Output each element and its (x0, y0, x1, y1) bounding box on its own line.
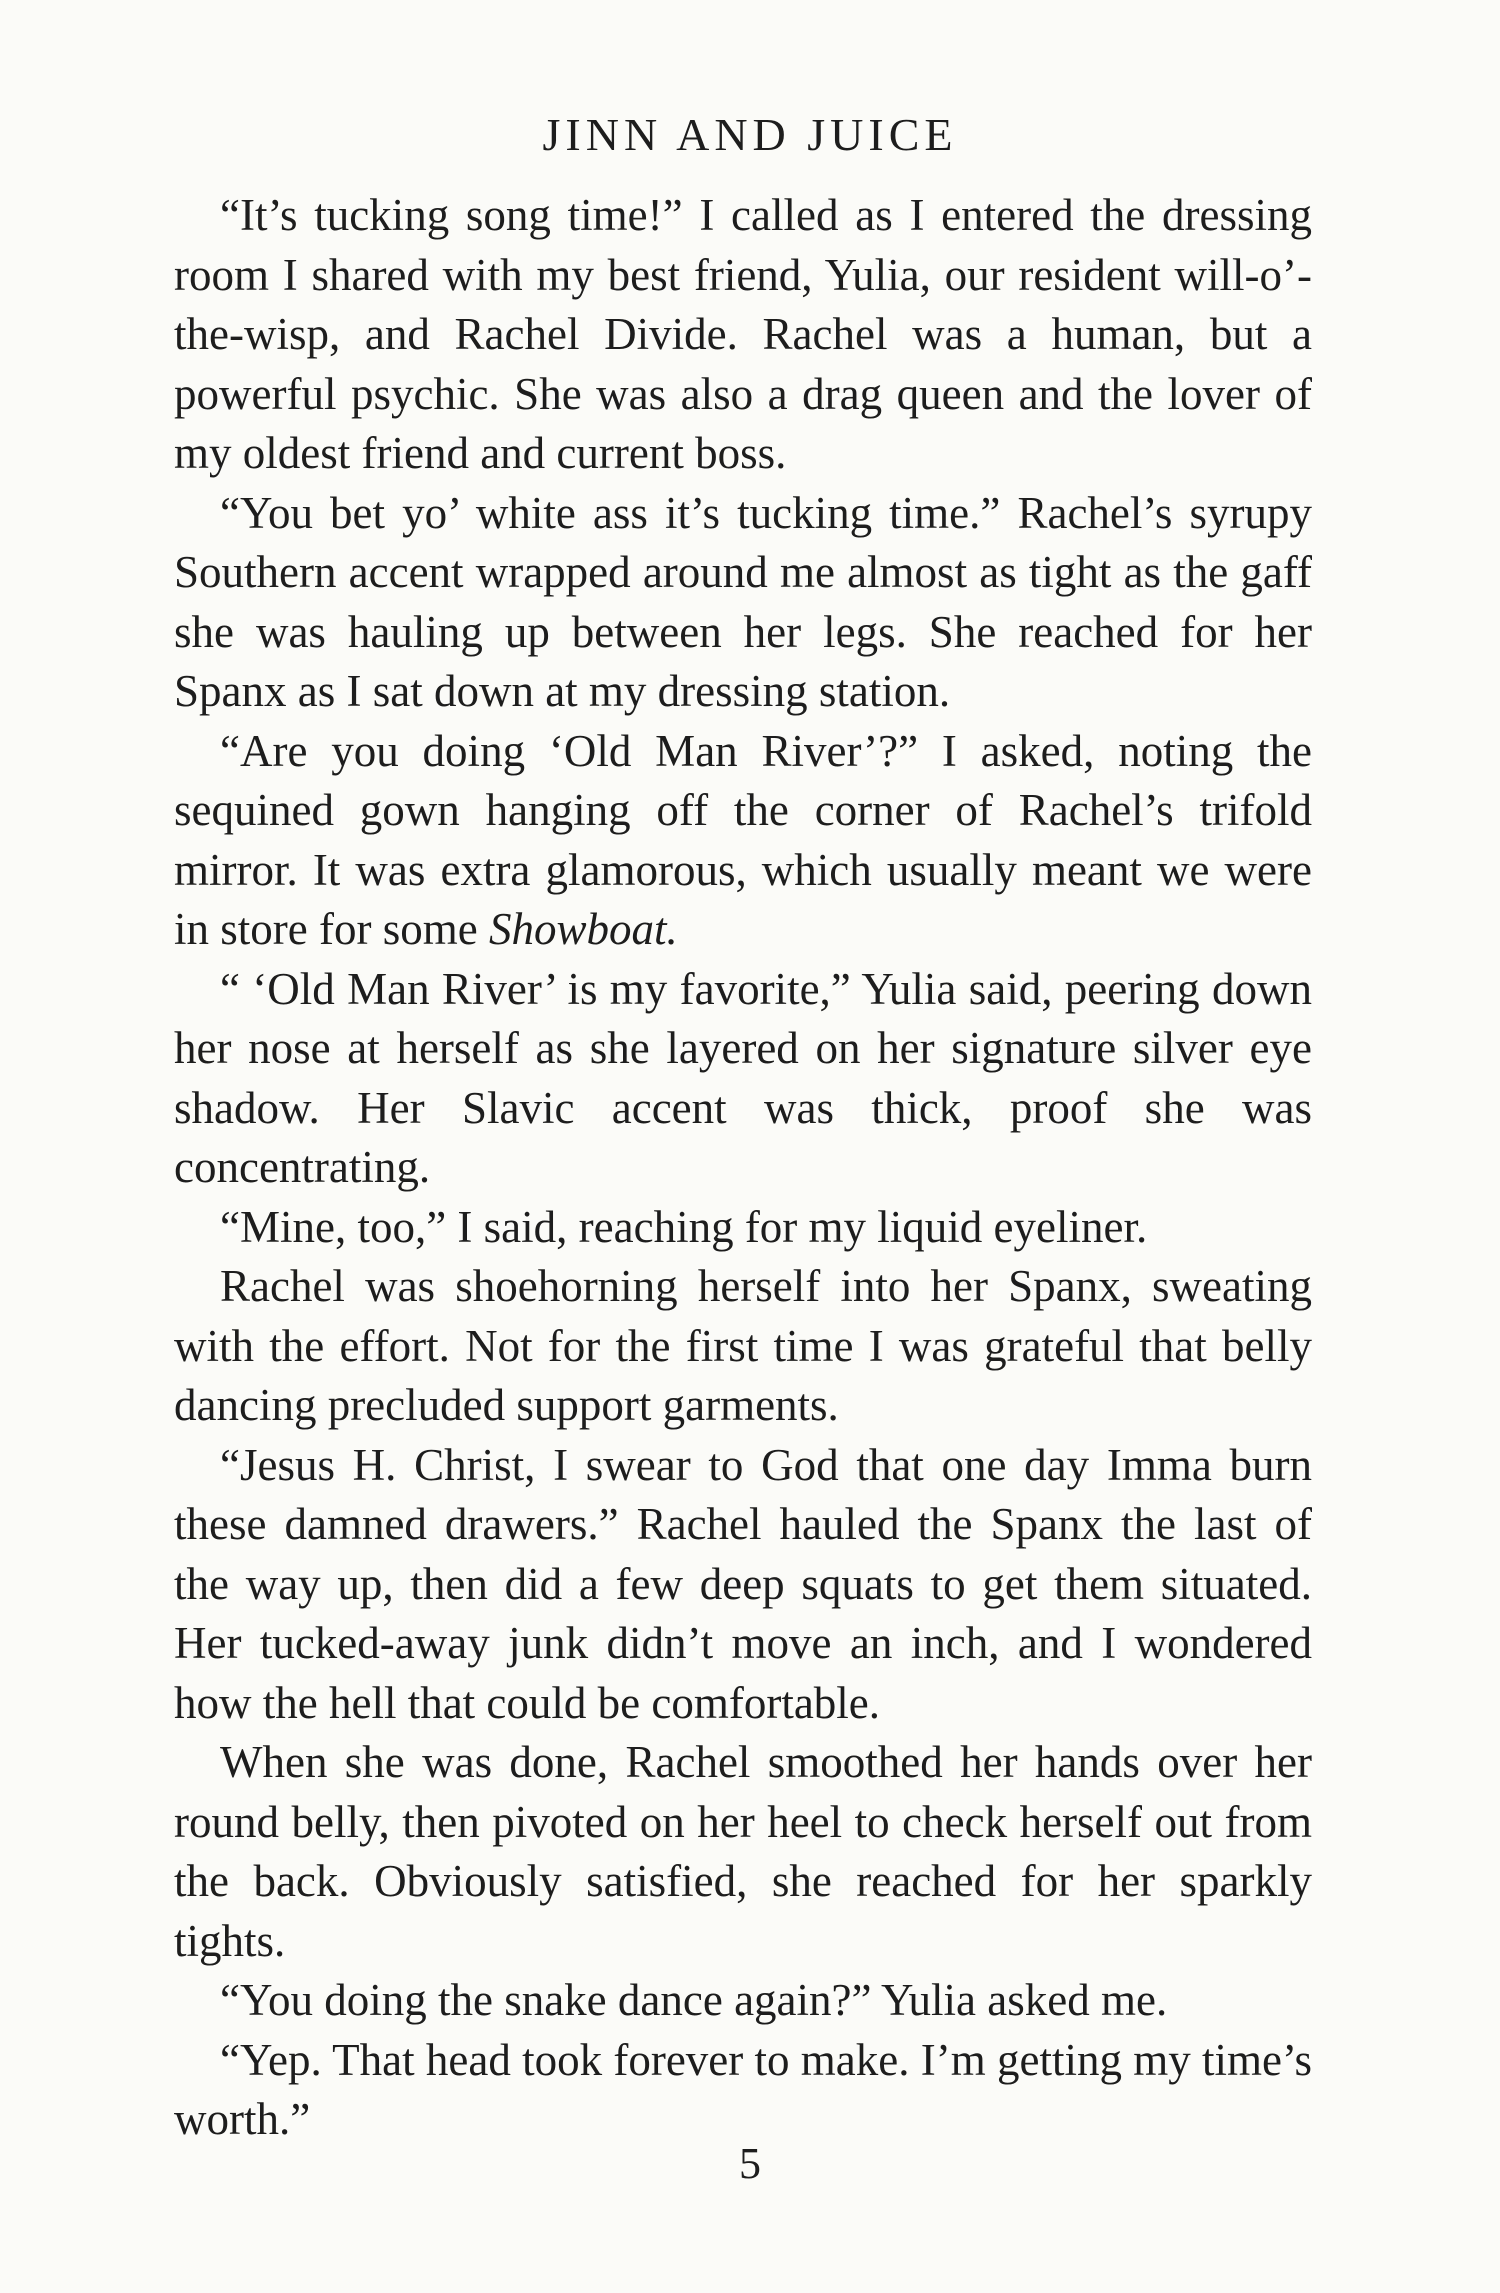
paragraph-8: When she was done, Rachel smoothed her hands over her round belly, then pivoted on her heel to check herself out from the back. Obviously satisfied, she reached for her sparkly tights. (174, 1737, 1312, 1966)
paragraph-1: “It’s tucking song time!” I called as I entered the dressing room I shared with my best friend, Yulia, our resident will-o’-the-wisp, and Rachel Divide. Rachel was a human, but a powerful psychic. She was also a drag queen and the lover of my oldest friend and current boss. (174, 190, 1312, 478)
paragraph-9: “You doing the snake dance again?” Yulia asked me. (220, 1975, 1168, 2025)
paragraph-10: “Yep. That head took forever to make. I’m getting my time’s worth.” (174, 2034, 1312, 2144)
paragraph-2: “You bet yo’ white ass it’s tucking time.” Rachel’s syrupy Southern accent wrapped around me almost as tight as the gaff she was hauling up between her legs. She reached for her Spanx as I sat down at my dressing station. (174, 487, 1312, 716)
paragraph-4: “ ‘Old Man River’ is my favorite,” Yulia said, peering down her nose at herself as she layered on her signature silver eye shadow. Her Slavic accent was thick, proof she was concentrating. (174, 963, 1312, 1192)
paragraph-3-text: “Are you doing ‘Old Man River’?” I asked, noting the sequined gown hanging off the corner of Rachel’s trifold mirror. It was extra glamorous, which usually meant we were in store for some (174, 725, 1312, 954)
running-head-title: JINN AND JUICE (542, 109, 958, 160)
paragraph-3-italic-title: Showboat. (488, 904, 678, 954)
paragraph-6: Rachel was shoehorning herself into her Spanx, sweating with the effort. Not for the first time I was grateful that belly dancing precluded support garments. (174, 1261, 1312, 1430)
paragraph-7: “Jesus H. Christ, I swear to God that one day Imma burn these damned drawers.” Rachel hauled the Spanx the last of the way up, then did a few deep squats to get them situated. Her tucked-away junk didn’t move an inch, and I wondered how the hell that could be comfortable. (174, 1439, 1312, 1728)
page-number: 5 (739, 2139, 761, 2188)
body-text (174, 186, 1312, 2150)
paragraph-5: “Mine, too,” I said, reaching for my liquid eyeliner. (220, 1201, 1148, 1252)
paragraph-3 (174, 722, 1312, 960)
